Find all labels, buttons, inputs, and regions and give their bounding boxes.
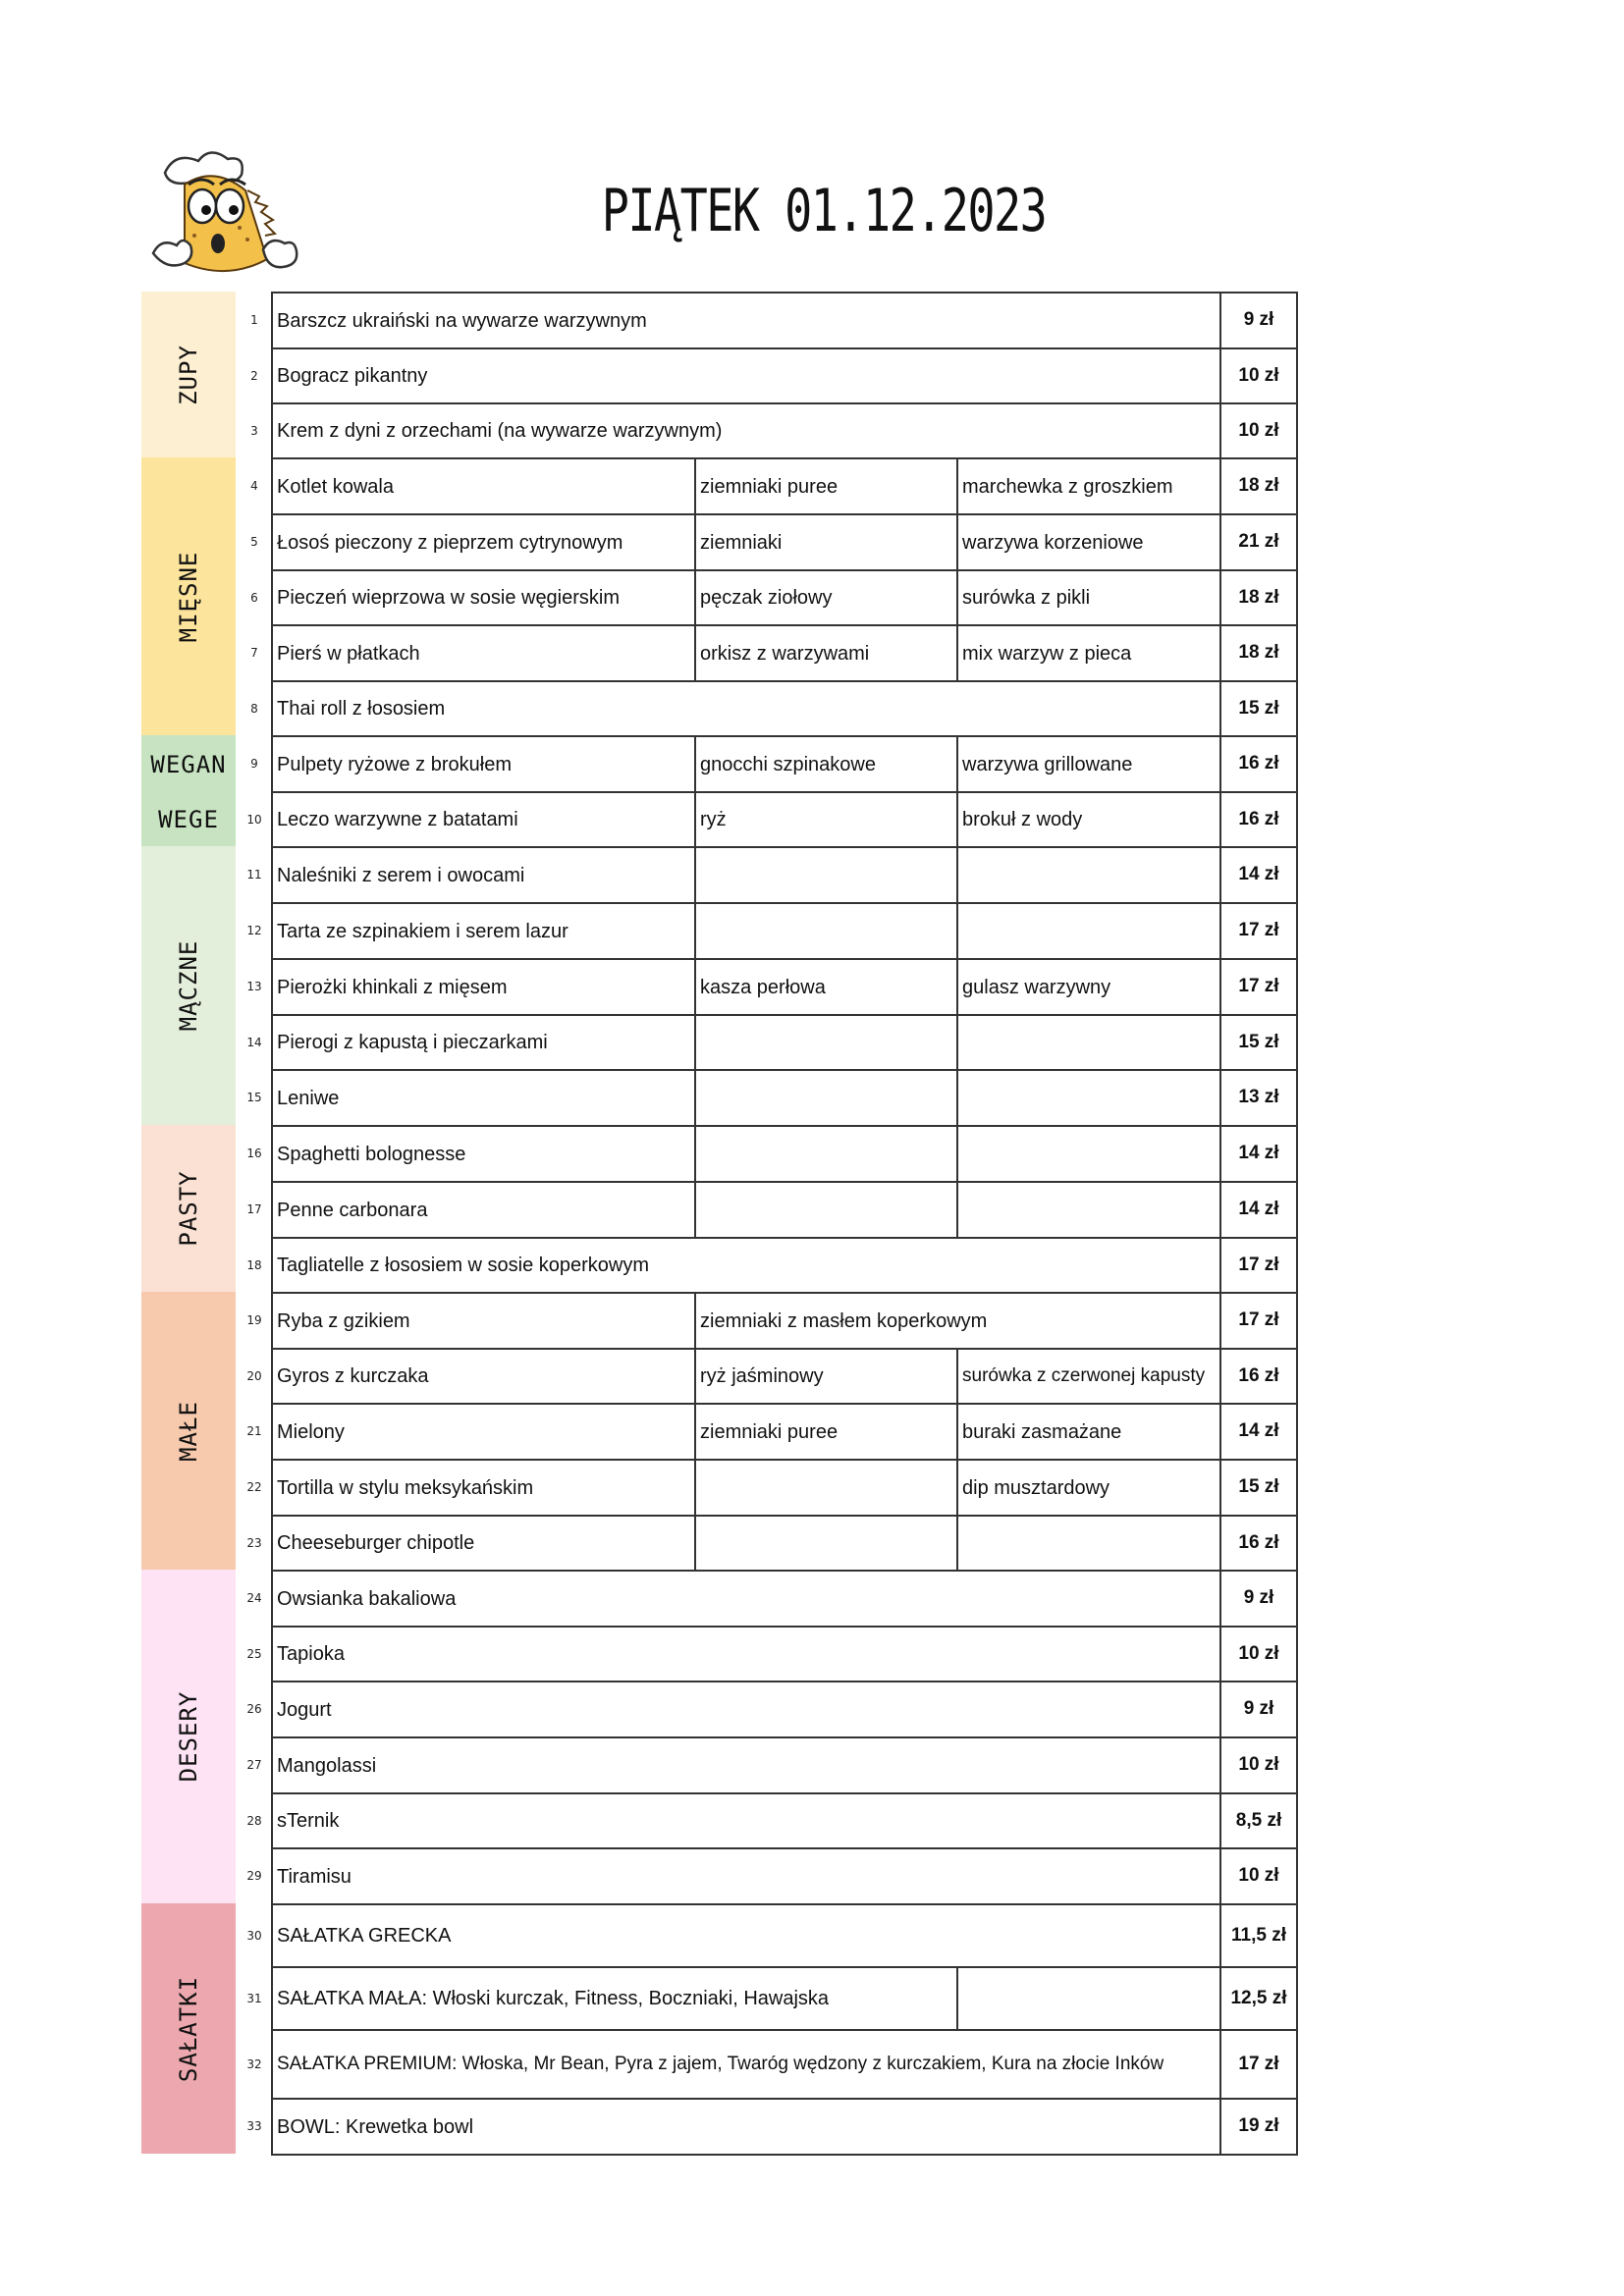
dish-name-cell: Pierogi z kapustą i pieczarkami xyxy=(271,1014,696,1071)
price-cell: 15 zł xyxy=(1219,1014,1298,1071)
price-cell: 10 zł xyxy=(1219,402,1298,459)
dish-name-cell: Mangolassi xyxy=(271,1736,1221,1794)
dish-name-cell: Tagliatelle z łososiem w sosie koperkowym xyxy=(271,1237,1221,1294)
dish-name-cell: Barszcz ukraiński na wywarze warzywnym xyxy=(271,292,1221,349)
row-number: 2 xyxy=(250,369,258,383)
price-cell: 17 zł xyxy=(1219,958,1298,1016)
side-dish-cell: ziemniaki xyxy=(694,513,958,571)
side-dish-cell: dip musztardowy xyxy=(956,1459,1221,1517)
dish-name-cell: Tapioka xyxy=(271,1626,1221,1682)
side-dish-cell xyxy=(956,1515,1221,1572)
side-dish-cell: ziemniaki z masłem koperkowym xyxy=(694,1292,1221,1350)
menu-row xyxy=(240,1237,1298,1294)
side-dish-cell: ziemniaki puree xyxy=(694,457,958,515)
side-dish-cell xyxy=(956,1069,1221,1127)
price-cell: 19 zł xyxy=(1219,2098,1298,2156)
side-dish-cell xyxy=(694,1515,958,1572)
side-dish-cell xyxy=(694,846,958,904)
category-miesne xyxy=(141,457,236,735)
row-number: 1 xyxy=(250,313,258,327)
side-dish-cell xyxy=(694,1181,958,1239)
price-cell: 10 zł xyxy=(1219,1736,1298,1794)
row-number: 20 xyxy=(246,1369,262,1383)
menu-row xyxy=(240,680,1298,737)
chef-mascot-illustration xyxy=(145,145,312,293)
category-label: ZUPY xyxy=(175,344,202,405)
side-dish-cell: warzywa grillowane xyxy=(956,735,1221,793)
dish-name-cell: Bogracz pikantny xyxy=(271,347,1221,404)
row-number: 8 xyxy=(250,702,258,716)
row-number: 29 xyxy=(246,1869,262,1883)
side-dish-cell xyxy=(694,1459,958,1517)
price-cell: 17 zł xyxy=(1219,1237,1298,1294)
menu-row xyxy=(240,292,1298,349)
price-cell: 16 zł xyxy=(1219,735,1298,793)
dish-name-cell: Pieczeń wieprzowa w sosie węgierskim xyxy=(271,569,696,626)
menu-row xyxy=(240,846,1298,904)
category-label: DESERY xyxy=(175,1690,202,1783)
row-number: 14 xyxy=(246,1036,262,1049)
menu-row xyxy=(240,402,1298,459)
menu-row xyxy=(240,1681,1298,1738)
dish-name-cell: SAŁATKA MAŁA: Włoski kurczak, Fitness, Boczniaki, Hawajska xyxy=(271,1966,958,2031)
category-zupy xyxy=(141,292,236,457)
price-cell: 10 zł xyxy=(1219,1847,1298,1905)
price-cell: 16 zł xyxy=(1219,1515,1298,1572)
price-cell: 9 zł xyxy=(1219,1681,1298,1738)
side-dish-cell xyxy=(694,1069,958,1127)
price-cell: 17 zł xyxy=(1219,1292,1298,1350)
side-dish-cell xyxy=(956,846,1221,904)
price-cell: 14 zł xyxy=(1219,1403,1298,1461)
side-dish-cell: orkisz z warzywami xyxy=(694,624,958,682)
row-number: 10 xyxy=(246,813,262,827)
row-number: 33 xyxy=(246,2119,262,2133)
row-number: 6 xyxy=(250,591,258,605)
dish-name-cell: Pulpety ryżowe z brokułem xyxy=(271,735,696,793)
side-dish-cell: marchewka z groszkiem xyxy=(956,457,1221,515)
side-dish-cell xyxy=(694,1125,958,1183)
dish-name-cell: BOWL: Krewetka bowl xyxy=(271,2098,1221,2156)
menu-row xyxy=(240,347,1298,404)
price-cell: 13 zł xyxy=(1219,1069,1298,1127)
row-number: 16 xyxy=(246,1147,262,1160)
menu-row xyxy=(240,1515,1298,1572)
category-maczne xyxy=(141,846,236,1125)
menu-row xyxy=(240,1459,1298,1517)
dish-name-cell: Łosoś pieczony z pieprzem cytrynowym xyxy=(271,513,696,571)
menu-row xyxy=(240,791,1298,848)
menu-row xyxy=(240,958,1298,1016)
price-cell: 17 zł xyxy=(1219,902,1298,960)
price-cell: 14 zł xyxy=(1219,1125,1298,1183)
price-cell: 18 zł xyxy=(1219,569,1298,626)
price-cell: 18 zł xyxy=(1219,624,1298,682)
side-dish-cell: ryż jaśminowy xyxy=(694,1348,958,1405)
menu-row xyxy=(240,1348,1298,1405)
menu-row xyxy=(240,735,1298,793)
row-number: 28 xyxy=(246,1814,262,1828)
dish-name-cell: Leniwe xyxy=(271,1069,696,1127)
dish-name-cell: SAŁATKA PREMIUM: Włoska, Mr Bean, Pyra z jajem, Twaróg wędzony z kurczakiem, Kura na złocie Inków xyxy=(271,2029,1221,2100)
price-cell: 15 zł xyxy=(1219,680,1298,737)
row-number: 5 xyxy=(250,535,258,549)
row-number: 27 xyxy=(246,1758,262,1772)
dish-name-cell: Tarta ze szpinakiem i serem lazur xyxy=(271,902,696,960)
row-number: 12 xyxy=(246,924,262,937)
row-number: 13 xyxy=(246,980,262,993)
category-salatki xyxy=(141,1903,236,2154)
price-cell: 14 zł xyxy=(1219,846,1298,904)
menu-row xyxy=(240,1626,1298,1682)
row-number: 23 xyxy=(246,1536,262,1550)
side-dish-cell: ziemniaki puree xyxy=(694,1403,958,1461)
menu-row xyxy=(240,1736,1298,1794)
dish-name-cell: SAŁATKA GRECKA xyxy=(271,1903,1221,1968)
dish-name-cell: sTernik xyxy=(271,1792,1221,1849)
category-label: MAŁE xyxy=(175,1400,202,1462)
row-number: 18 xyxy=(246,1258,262,1272)
row-number: 11 xyxy=(246,868,262,881)
row-number: 24 xyxy=(246,1591,262,1605)
price-cell: 18 zł xyxy=(1219,457,1298,515)
dish-name-cell: Pierożki khinkali z mięsem xyxy=(271,958,696,1016)
row-number: 26 xyxy=(246,1702,262,1716)
price-cell: 21 zł xyxy=(1219,513,1298,571)
menu-row xyxy=(240,1792,1298,1849)
dish-name-cell: Tortilla w stylu meksykańskim xyxy=(271,1459,696,1517)
dish-name-cell: Thai roll z łososiem xyxy=(271,680,1221,737)
menu-row xyxy=(240,1125,1298,1183)
category-label: WEGAN xyxy=(150,751,227,778)
dish-name-cell: Cheeseburger chipotle xyxy=(271,1515,696,1572)
menu-row xyxy=(240,1966,1298,2031)
row-number: 21 xyxy=(246,1424,262,1438)
row-number: 30 xyxy=(246,1929,262,1943)
category-wegan xyxy=(141,735,236,846)
price-cell: 15 zł xyxy=(1219,1459,1298,1517)
row-number: 4 xyxy=(250,479,258,493)
price-cell: 12,5 zł xyxy=(1219,1966,1298,2031)
side-dish-cell: ryż xyxy=(694,791,958,848)
row-number: 22 xyxy=(246,1480,262,1494)
price-cell: 8,5 zł xyxy=(1219,1792,1298,1849)
dish-name-cell: Naleśniki z serem i owocami xyxy=(271,846,696,904)
price-cell: 16 zł xyxy=(1219,1348,1298,1405)
side-dish-cell: gulasz warzywny xyxy=(956,958,1221,1016)
menu-row xyxy=(240,513,1298,571)
side-dish-cell: gnocchi szpinakowe xyxy=(694,735,958,793)
menu-row xyxy=(240,624,1298,682)
dish-name-cell: Kotlet kowala xyxy=(271,457,696,515)
dish-name-cell: Owsianka bakaliowa xyxy=(271,1570,1221,1628)
price-cell: 14 zł xyxy=(1219,1181,1298,1239)
side-dish-cell xyxy=(956,902,1221,960)
dish-name-cell: Leczo warzywne z batatami xyxy=(271,791,696,848)
dish-name-cell: Mielony xyxy=(271,1403,696,1461)
side-dish-cell: brokuł z wody xyxy=(956,791,1221,848)
dish-name-cell: Krem z dyni z orzechami (na wywarze warzywnym) xyxy=(271,402,1221,459)
price-cell: 17 zł xyxy=(1219,2029,1298,2100)
side-dish-cell: warzywa korzeniowe xyxy=(956,513,1221,571)
row-number: 17 xyxy=(246,1202,262,1216)
price-cell: 11,5 zł xyxy=(1219,1903,1298,1968)
menu-row xyxy=(240,1292,1298,1350)
row-number: 15 xyxy=(246,1091,262,1104)
row-number: 3 xyxy=(250,424,258,438)
dish-name-cell: Penne carbonara xyxy=(271,1181,696,1239)
dish-name-cell: Tiramisu xyxy=(271,1847,1221,1905)
menu-row xyxy=(240,457,1298,515)
category-male xyxy=(141,1292,236,1570)
side-dish-cell xyxy=(956,1125,1221,1183)
row-number: 31 xyxy=(246,1992,262,2005)
side-dish-cell xyxy=(956,1966,1221,2031)
side-dish-cell: surówka z czerwonej kapusty xyxy=(956,1348,1221,1405)
category-pasty xyxy=(141,1125,236,1292)
dish-name-cell: Spaghetti bolognesse xyxy=(271,1125,696,1183)
side-dish-cell: pęczak ziołowy xyxy=(694,569,958,626)
menu-row xyxy=(240,2098,1298,2156)
dish-name-cell: Gyros z kurczaka xyxy=(271,1348,696,1405)
row-number: 25 xyxy=(246,1647,262,1661)
side-dish-cell xyxy=(956,1014,1221,1071)
row-number: 32 xyxy=(246,2057,262,2071)
price-cell: 9 zł xyxy=(1219,292,1298,349)
dish-name-cell: Pierś w płatkach xyxy=(271,624,696,682)
side-dish-cell xyxy=(694,1014,958,1071)
menu-row xyxy=(240,1181,1298,1239)
row-number: 19 xyxy=(246,1313,262,1327)
menu-row xyxy=(240,569,1298,626)
dish-name-cell: Ryba z gzikiem xyxy=(271,1292,696,1350)
category-label: WEGE xyxy=(158,806,219,833)
menu-row xyxy=(240,1847,1298,1905)
page-title: PIĄTEK 01.12.2023 xyxy=(601,177,1047,245)
menu-row xyxy=(240,1570,1298,1628)
menu-row xyxy=(240,2029,1298,2100)
side-dish-cell xyxy=(694,902,958,960)
price-cell: 10 zł xyxy=(1219,1626,1298,1682)
menu-row xyxy=(240,902,1298,960)
menu-row xyxy=(240,1014,1298,1071)
row-number: 7 xyxy=(250,646,258,660)
side-dish-cell: mix warzyw z pieca xyxy=(956,624,1221,682)
price-cell: 9 zł xyxy=(1219,1570,1298,1628)
category-label: MĄCZNE xyxy=(175,939,202,1032)
side-dish-cell: buraki zasmażane xyxy=(956,1403,1221,1461)
menu-row xyxy=(240,1403,1298,1461)
menu-row xyxy=(240,1903,1298,1968)
menu-row xyxy=(240,1069,1298,1127)
side-dish-cell: kasza perłowa xyxy=(694,958,958,1016)
price-cell: 16 zł xyxy=(1219,791,1298,848)
side-dish-cell xyxy=(956,1181,1221,1239)
row-number: 9 xyxy=(250,757,258,771)
dish-name-cell: Jogurt xyxy=(271,1681,1221,1738)
category-label: MIĘSNE xyxy=(175,551,202,642)
category-label: SAŁATKI xyxy=(175,1975,202,2082)
category-label: PASTY xyxy=(175,1170,202,1247)
category-desery xyxy=(141,1570,236,1903)
side-dish-cell: surówka z pikli xyxy=(956,569,1221,626)
price-cell: 10 zł xyxy=(1219,347,1298,404)
